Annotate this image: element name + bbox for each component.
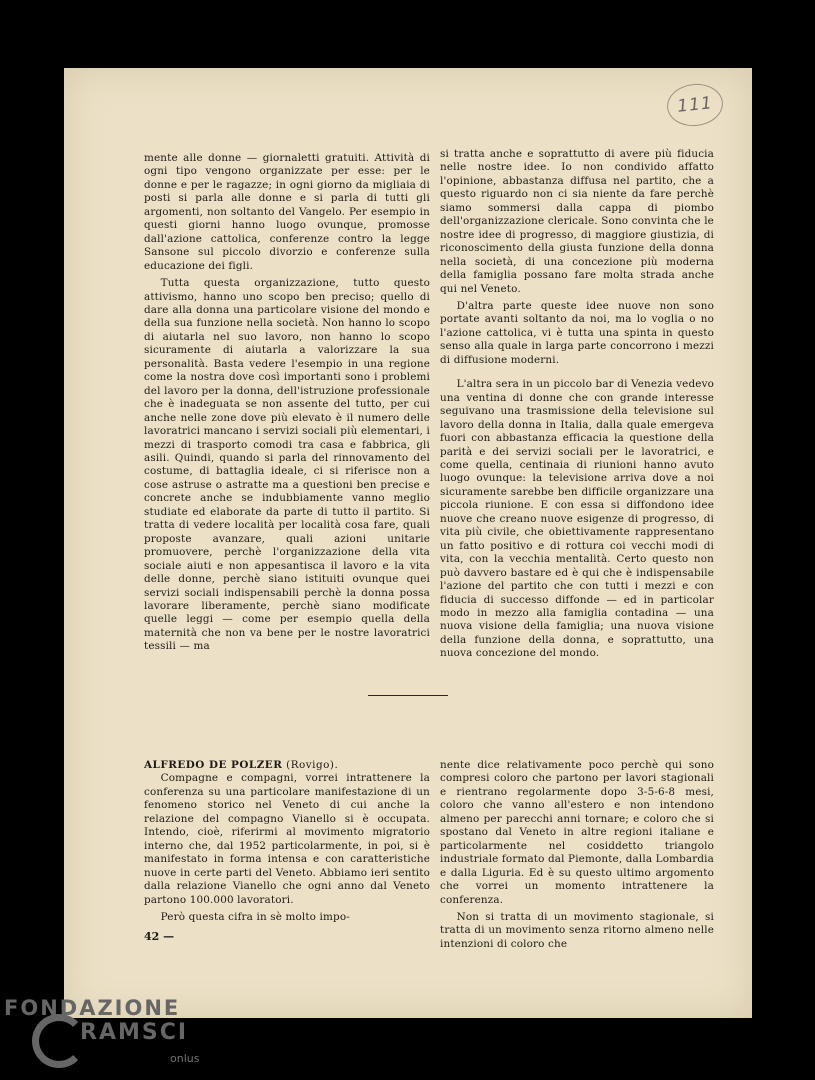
paragraph: Compagne e compagni, vorrei intrattenere la conferenza su una particolare manifestazione di un fenomeno storico nel Veneto di cui anche la relazione del compagno Vianello si è occupata. Intendo, cioè, riferirmi al movimento migratorio interno che, dal 1952 particolarmente, in poi, si è manifestato in forma intensa e con caratteristiche nuove in certe parti del Veneto. Abbiamo ieri sentito dalla relazione Vianello che ogni anno dal Veneto partono 100.000 lavoratori.: [144, 772, 430, 906]
section-divider: [368, 695, 448, 696]
watermark-line1: FONDAZIONE: [4, 996, 181, 1020]
column-top-left: [144, 152, 430, 654]
speaker-name: ALFREDO DE POLZER: [144, 759, 283, 771]
paragraph: L'altra sera in un piccolo bar di Venezia vedevo una ventina di donne che con grande interesse seguivano una trasmissione della televisione sul lavoro della donna in Italia, dalla quale emergeva fuori con abbastanza efficacia la questione della parità e dei servizi sociali per le lavoratrici, e come quella, centinaia di riunioni hanno avuto luogo ovunque: la televisione arriva dove a noi sicuramente sarebbe ben difficile organizzare una piccola riunione. E con essa si diffondono idee nuove che creano nuove esigenze di progresso, di vita più civile, che obiettivamente rappresentano un fatto positivo e di rottura coi vecchi modi di vita, con la vecchia mentalità. Certo questo non può davvero bastare ed è qui che è indispensabile l'azione del partito che con tutti i mezzi e con fiducia di successo diffonde — ed in particolar modo in mezzo alla famiglia contadina — una nuova visione della famiglia; una nuova visione della funzione della donna, e soprattutto, una nuova concezione del mondo.: [440, 378, 714, 660]
watermark: [0, 990, 240, 1080]
column-bottom-left: [144, 759, 430, 924]
watermark-line3: onlus: [170, 1052, 200, 1065]
watermark-line2: RAMSCI: [80, 1020, 189, 1045]
column-bottom-right: [440, 759, 714, 951]
paragraph: Tutta questa organizzazione, tutto questo attivismo, hanno uno scopo ben preciso; quello di dare alla donna una particolare visione del mondo e della sua funzione nella società. Non hanno lo scopo di aiutarla nel suo lavoro, non hanno lo scopo sicuramente di aiutarla a valorizzare la sua personalità. Basta vedere l'esempio in una regione come la nostra dove così importanti sono i problemi del lavoro per la donna, dell'istruzione professionale che è inadeguata se non assente del tutto, per cui anche nelle zone dove più elevato è il numero delle lavoratrici mancano i servizi sociali più elementari, i mezzi di trasporto comodi tra casa e fabbrica, gli asili. Quindi, quando si parla del rinnovamento del costume, di battaglia ideale, ci si riferisce non a cose astruse o astratte ma a questioni ben precise e concrete anche se indubbiamente vanno meglio studiate ed elaborate da parte di tutto il partito. Si tratta di vedere località per località cosa fare, quali proposte avanzare, quali azioni unitarie promuovere, perchè l'organizzazione della vita sociale aiuti e non appesantisca il lavoro e la vita delle donne, perchè siano istituiti ovunque quei servizi sociali indispensabili perchè la donna possa lavorare liberamente, perchè siano modificate quelle leggi — come per esempio quella della maternità che non va bene per le nostre lavoratrici tessili — ma: [144, 277, 430, 653]
paragraph: mente alle donne — giornaletti gratuiti. Attività di ogni tipo vengono organizzate per esse: per le donne e per le ragazze; in ogni giorno da migliaia di posti si parla alle donne e si parla di tutti gli argomenti, non soltanto del Vangelo. Per esempio in questi giorni hanno luogo ovunque, promosse dall'azione cattolica, conferenze contro la legge Sansone sul piccolo divorzio e conferenze sulla educazione dei figli.: [144, 152, 430, 272]
column-top-right: [440, 148, 714, 661]
speaker-place: (Rovigo).: [286, 759, 339, 771]
paragraph: nente dice relativamente poco perchè qui sono compresi coloro che partono per lavori stagionali e rientrano regolarmente dopo 3-5-6-8 mesi, coloro che vanno all'estero e non intendono almeno per parecchi anni tornare; e coloro che si spostano dal Veneto in altre regioni italiane e particolarmente nel cosiddetto triangolo industriale formato dal Piemonte, dalla Lombardia e dalla Liguria. Ed è su questo ultimo argomento che vorrei un momento intrattenere la conferenza.: [440, 759, 714, 906]
paragraph: D'altra parte queste idee nuove non sono portate avanti soltanto da noi, ma lo voglia o no l'azione cattolica, vi è tutta una spinta in questo senso alla quale in larga parte concorrono i mezzi di diffusione moderni.: [440, 299, 714, 366]
speaker-heading: [144, 759, 430, 772]
page-number-stamp: 111: [665, 81, 725, 129]
watermark-g-logo-icon: [32, 1014, 86, 1068]
paragraph: Però questa cifra in sè molto impo-: [160, 910, 350, 923]
paragraph: Non si tratta di un movimento stagionale, si tratta di un movimento senza ritorno almeno nelle intenzioni di coloro che: [440, 910, 714, 950]
folio: 42 —: [144, 930, 175, 943]
document-page: [64, 68, 752, 1018]
paragraph: si tratta anche e soprattutto di avere più fiducia nelle nostre idee. Io non condivido affatto l'opinione, abbastanza diffusa nel partito, che a questo riguardo non ci sia niente da fare perchè siamo sommersi dalla cappa di piombo dell'organizzazione clericale. Sono convinta che le nostre idee di progresso, di maggiore giustizia, di riconoscimento della giusta funzione della donna nella società, di una concezione più moderna della famiglia possano fare molta strada anche qui nel Veneto.: [440, 148, 714, 295]
